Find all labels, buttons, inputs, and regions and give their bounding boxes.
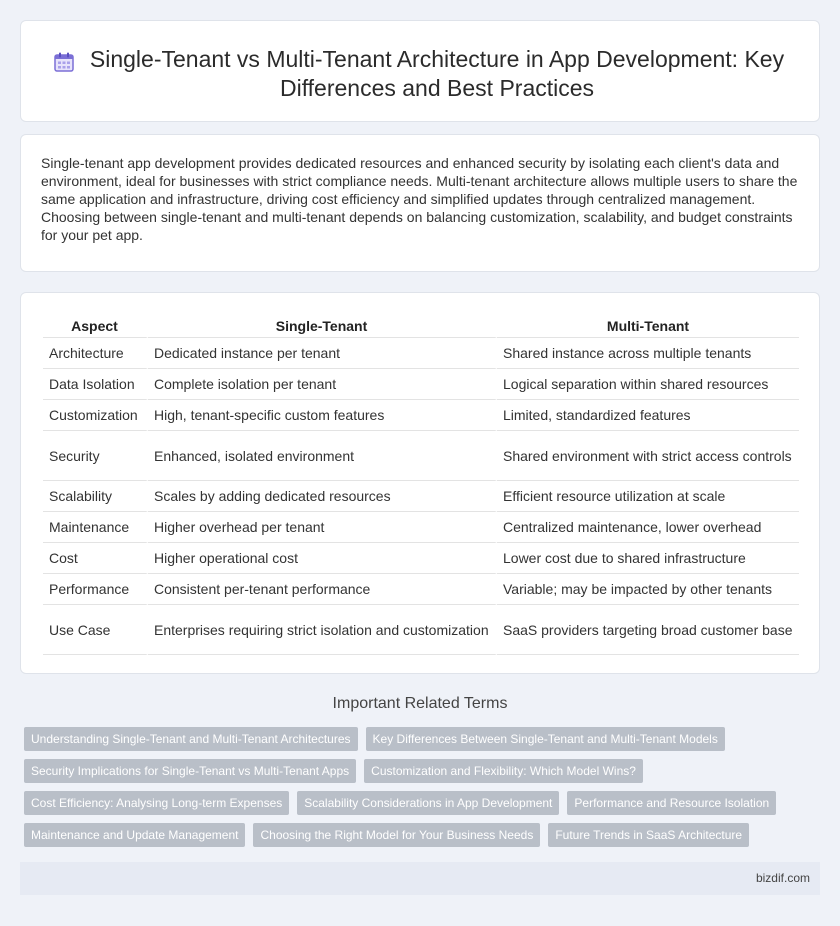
row-aspect: Data Isolation: [43, 369, 148, 400]
row-multi-tenant: SaaS providers targeting broad customer base: [497, 605, 799, 655]
header-multi-tenant: Multi-Tenant: [497, 315, 799, 338]
row-aspect: Cost: [43, 543, 148, 574]
related-term-tag[interactable]: Future Trends in SaaS Architecture: [548, 823, 749, 847]
row-aspect: Security: [43, 431, 148, 481]
footer-site-link[interactable]: bizdif.com: [755, 871, 810, 885]
tag-row: [24, 759, 824, 783]
row-single-tenant: Scales by adding dedicated resources: [148, 481, 497, 512]
related-term-tag[interactable]: Security Implications for Single-Tenant vs Multi-Tenant Apps: [24, 759, 356, 783]
header-single-tenant: Single-Tenant: [148, 315, 497, 338]
row-aspect: Customization: [43, 400, 148, 431]
related-terms-title: Important Related Terms: [332, 695, 508, 712]
header-aspect: Aspect: [43, 315, 148, 338]
comparison-card: [20, 292, 820, 674]
row-multi-tenant: Efficient resource utilization at scale: [497, 481, 799, 512]
table-row: [43, 369, 799, 400]
related-term-tag[interactable]: Customization and Flexibility: Which Model Wins?: [364, 759, 643, 783]
row-multi-tenant: Variable; may be impacted by other tenants: [497, 574, 799, 605]
calendar-icon: [53, 51, 75, 73]
related-term-tag[interactable]: Maintenance and Update Management: [24, 823, 245, 847]
row-aspect: Maintenance: [43, 512, 148, 543]
row-multi-tenant: Shared instance across multiple tenants: [497, 338, 799, 369]
table-row: [43, 400, 799, 431]
tag-row: [24, 791, 824, 815]
intro-paragraph: Single-tenant app development provides dedicated resources and enhanced security by isolating each client's data and environment, ideal for businesses with strict compliance needs. Multi-tenant architecture allows multiple users to share the same application and infrastructure, driving cost efficiency and simplified updates through centralized management. Choosing between single-tenant and multi-tenant depends on balancing customization, scalability, and budget constraints for your pet app.: [41, 155, 798, 243]
related-terms: [24, 727, 824, 855]
table-row: [43, 512, 799, 543]
footer: [20, 862, 820, 895]
related-term-tag[interactable]: Key Differences Between Single-Tenant and Multi-Tenant Models: [366, 727, 725, 751]
intro-card: [20, 134, 820, 272]
related-term-tag[interactable]: Cost Efficiency: Analysing Long-term Expenses: [24, 791, 289, 815]
related-term-tag[interactable]: Performance and Resource Isolation: [567, 791, 776, 815]
row-single-tenant: Dedicated instance per tenant: [148, 338, 497, 369]
table-row: [43, 431, 799, 481]
tag-row: [24, 823, 824, 847]
page-title: Single-Tenant vs Multi-Tenant Architecture in App Development: Key Differences and Best Practices: [89, 46, 785, 101]
related-term-tag[interactable]: Choosing the Right Model for Your Business Needs: [253, 823, 540, 847]
table-row: [43, 481, 799, 512]
table-row: [43, 338, 799, 369]
row-single-tenant: Higher overhead per tenant: [148, 512, 497, 543]
row-multi-tenant: Logical separation within shared resources: [497, 369, 799, 400]
row-single-tenant: Enhanced, isolated environment: [148, 431, 497, 481]
row-multi-tenant: Shared environment with strict access controls: [497, 431, 799, 481]
table-row: [43, 543, 799, 574]
row-single-tenant: Higher operational cost: [148, 543, 497, 574]
related-term-tag[interactable]: Understanding Single-Tenant and Multi-Tenant Architectures: [24, 727, 358, 751]
table-header-row: [43, 315, 799, 338]
related-term-tag[interactable]: Scalability Considerations in App Development: [297, 791, 559, 815]
row-aspect: Use Case: [43, 605, 148, 655]
title-card: [20, 20, 820, 122]
row-aspect: Performance: [43, 574, 148, 605]
row-single-tenant: Complete isolation per tenant: [148, 369, 497, 400]
row-multi-tenant: Limited, standardized features: [497, 400, 799, 431]
row-aspect: Scalability: [43, 481, 148, 512]
row-single-tenant: High, tenant-specific custom features: [148, 400, 497, 431]
row-single-tenant: Enterprises requiring strict isolation and customization: [148, 605, 497, 655]
comparison-table: [43, 315, 799, 655]
row-multi-tenant: Centralized maintenance, lower overhead: [497, 512, 799, 543]
table-row: [43, 574, 799, 605]
title-wrap: [21, 21, 819, 103]
row-aspect: Architecture: [43, 338, 148, 369]
row-multi-tenant: Lower cost due to shared infrastructure: [497, 543, 799, 574]
row-single-tenant: Consistent per-tenant performance: [148, 574, 497, 605]
tag-row: [24, 727, 824, 751]
table-row: [43, 605, 799, 655]
